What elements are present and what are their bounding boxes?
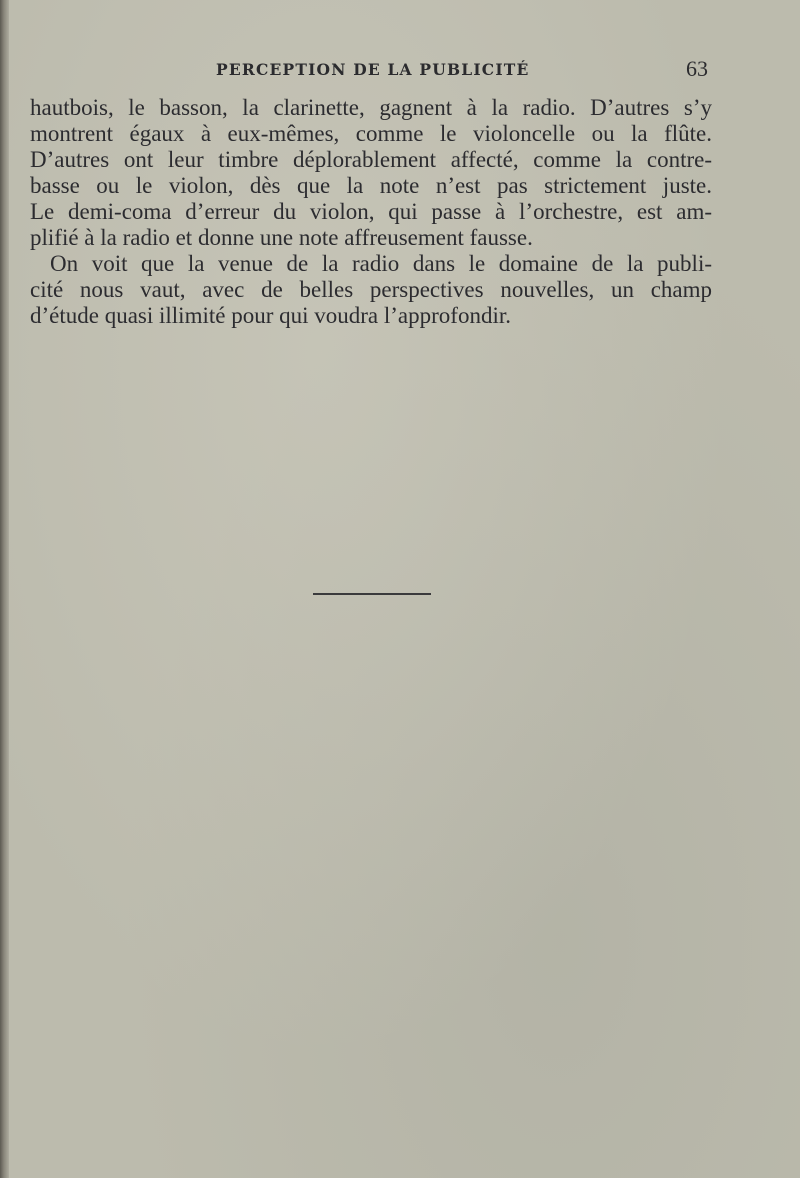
text-line: On voit que la venue de la radio dans le domaine de la publi- bbox=[50, 251, 712, 276]
text-line: D’autres ont leur timbre déplorablement affecté, comme la contre- bbox=[30, 147, 712, 172]
page-number: 63 bbox=[686, 56, 708, 81]
end-of-chapter-rule bbox=[313, 593, 431, 595]
text-line: Le demi-coma d’erreur du violon, qui passe à l’orchestre, est am- bbox=[30, 199, 712, 224]
page-binding-edge bbox=[0, 0, 9, 1178]
text-line: hautbois, le basson, la clarinette, gagnent à la radio. D’autres s’y bbox=[30, 95, 712, 120]
text-line: cité nous vaut, avec de belles perspectives nouvelles, un champ bbox=[30, 277, 712, 302]
text-line: montrent égaux à eux-mêmes, comme le violoncelle ou la flûte. bbox=[30, 121, 712, 146]
paragraph-2 bbox=[30, 251, 712, 329]
text-line: basse ou le violon, dès que la note n’est pas strictement juste. bbox=[30, 173, 712, 198]
text-line: plifié à la radio et donne une note affreusement fausse. bbox=[30, 225, 533, 250]
body-text bbox=[30, 95, 712, 329]
running-head-title: PERCEPTION DE LA PUBLICITÉ bbox=[216, 60, 530, 79]
text-line: d’étude quasi illimité pour qui voudra l’approfondir. bbox=[30, 303, 511, 328]
paragraph-1 bbox=[30, 95, 712, 251]
running-head bbox=[30, 58, 710, 84]
